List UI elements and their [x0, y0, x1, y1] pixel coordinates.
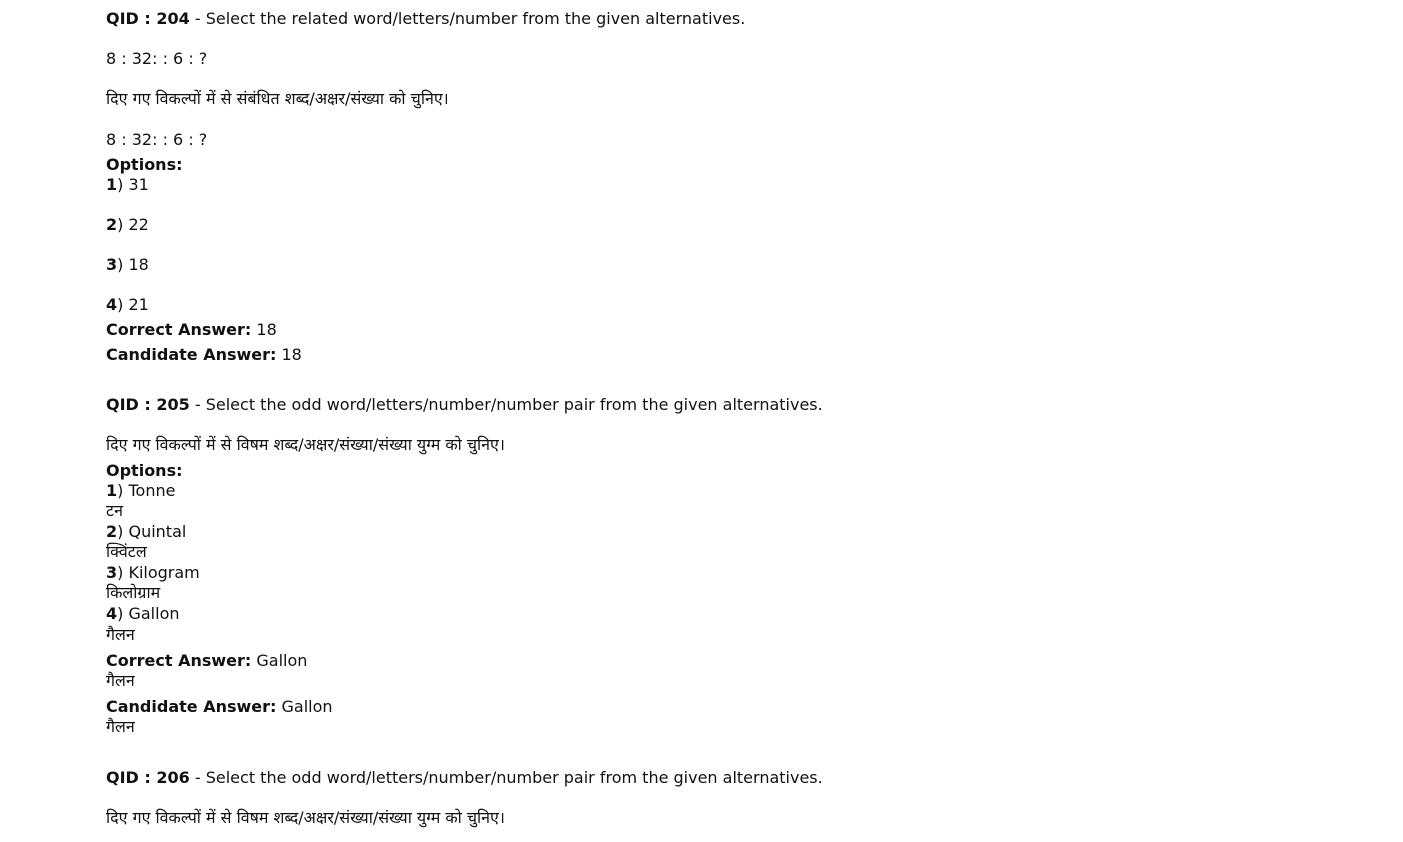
option-item	[106, 481, 175, 501]
option-item	[106, 295, 149, 315]
question-prompt-hindi: दिए गए विकल्पों में से संबंधित शब्द/अक्षर/संख्या को चुनिए।	[106, 89, 449, 108]
option-number: 4	[106, 295, 118, 314]
correct-answer-value: Gallon	[251, 651, 308, 670]
question-prompt: - Select the odd word/letters/number/number pair from the given alternatives.	[189, 395, 823, 414]
option-text: ) 21	[117, 295, 149, 314]
correct-answer	[106, 651, 307, 671]
candidate-answer	[106, 345, 302, 365]
option-number: 1	[106, 175, 118, 194]
candidate-answer	[106, 697, 333, 717]
option-item	[106, 255, 149, 275]
option-number: 4	[106, 604, 118, 623]
option-text: ) Tonne	[117, 481, 176, 500]
question-prompt: - Select the related word/letters/number from the given alternatives.	[189, 9, 746, 28]
candidate-answer-value: Gallon	[276, 697, 333, 716]
question-expression: 8 : 32: : 6 : ?	[106, 130, 208, 149]
question-expression: 8 : 32: : 6 : ?	[106, 49, 208, 68]
correct-answer-hindi: गैलन	[106, 671, 135, 690]
option-text: ) 31	[117, 175, 149, 194]
correct-answer-label: Correct Answer:	[106, 320, 252, 339]
option-number: 3	[106, 255, 118, 274]
option-item	[106, 563, 200, 583]
candidate-answer-hindi: गैलन	[106, 717, 135, 736]
question-header	[106, 395, 823, 415]
qid-label: QID : 206	[106, 768, 190, 787]
correct-answer-value: 18	[251, 320, 277, 339]
question-prompt-hindi: दिए गए विकल्पों में से विषम शब्द/अक्षर/संख्या/संख्या युग्म को चुनिए।	[106, 435, 505, 454]
option-text: ) Quintal	[117, 522, 187, 541]
option-text-hindi: किलोग्राम	[106, 583, 161, 602]
question-header	[106, 768, 823, 788]
option-item	[106, 522, 186, 542]
options-label: Options:	[106, 155, 183, 174]
candidate-answer-label: Candidate Answer:	[106, 697, 277, 716]
option-text: ) Kilogram	[117, 563, 200, 582]
option-item	[106, 175, 149, 195]
question-prompt-hindi: दिए गए विकल्पों में से विषम शब्द/अक्षर/संख्या/संख्या युग्म को चुनिए।	[106, 808, 505, 827]
option-text: ) 22	[117, 215, 149, 234]
option-number: 2	[106, 215, 118, 234]
option-number: 1	[106, 481, 118, 500]
qid-label: QID : 204	[106, 9, 190, 28]
option-number: 3	[106, 563, 118, 582]
option-text-hindi: टन	[106, 501, 123, 520]
candidate-answer-value: 18	[276, 345, 302, 364]
qid-label: QID : 205	[106, 395, 190, 414]
option-text: ) Gallon	[117, 604, 180, 623]
question-prompt: - Select the odd word/letters/number/number pair from the given alternatives.	[189, 768, 823, 787]
option-item	[106, 604, 180, 624]
correct-answer	[106, 320, 277, 340]
candidate-answer-label: Candidate Answer:	[106, 345, 277, 364]
option-item	[106, 215, 149, 235]
question-header	[106, 9, 745, 29]
option-text: ) 18	[117, 255, 149, 274]
option-text-hindi: क्विंटल	[106, 542, 147, 561]
correct-answer-label: Correct Answer:	[106, 651, 252, 670]
option-number: 2	[106, 522, 118, 541]
option-text-hindi: गैलन	[106, 625, 135, 644]
document-page	[106, 0, 1306, 842]
options-label: Options:	[106, 461, 183, 480]
